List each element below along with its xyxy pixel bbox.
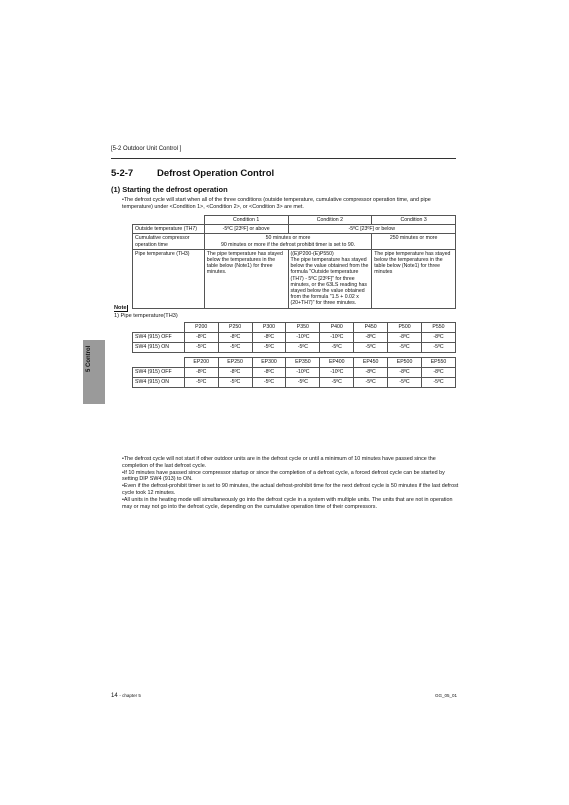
conditions-table: [132, 215, 456, 309]
document-code: GG_05_01: [435, 693, 458, 698]
cell: -5ºC: [354, 378, 388, 388]
cell: -8ºC: [252, 333, 286, 343]
cell: -5ºC: [320, 378, 354, 388]
cell: ((E)P200-(E)P550) The pipe temperature has stayed below the value obtained from the formula "Outside temperature (TH7) - 5ºC [23ºF]" for three minutes, or the 63LS reading has stayed below the value obtained from the formula "1.5 + 0.02 x (20+TH7)" for three minutes.: [288, 249, 372, 308]
header-condition-1: Condition 1: [204, 216, 288, 225]
cell: -5ºC: [184, 343, 218, 353]
section-title: [111, 168, 274, 179]
row-label: SW4 (915) OFF: [133, 368, 185, 378]
cell: -5ºC: [252, 343, 286, 353]
row-label: SW4 (915) ON: [133, 378, 185, 388]
note-item: 1) Pipe temperature(TH3): [114, 313, 178, 319]
row-label: Cumulative compressor operation time: [133, 234, 205, 249]
header-condition-2: Condition 2: [288, 216, 372, 225]
header-cell: P500: [388, 323, 422, 333]
cell: -5ºC [23ºF] or below: [288, 225, 455, 234]
cell: -8ºC: [421, 333, 455, 343]
cell: -5ºC: [388, 378, 422, 388]
table-row: [133, 333, 456, 343]
chapter-label: - chapter 5: [119, 693, 141, 698]
table-row: [133, 225, 456, 234]
cell: -5ºC: [320, 343, 354, 353]
header-cell: EP500: [388, 358, 422, 368]
cell: -5ºC: [218, 343, 252, 353]
pipe-header-row: [133, 358, 456, 368]
header-cell: EP550: [421, 358, 455, 368]
header-cell: EP250: [218, 358, 252, 368]
cell: The pipe temperature has stayed below the temperatures in the table below (Note1) for three minutes: [372, 249, 456, 308]
header-cell: EP450: [354, 358, 388, 368]
header-cell: P250: [218, 323, 252, 333]
cell: -8ºC: [184, 333, 218, 343]
cell: 250 minutes or more: [372, 234, 456, 249]
header-cell: EP200: [184, 358, 218, 368]
list-item: •Even if the defrost-prohibit timer is set to 90 minutes, the actual defrost-prohibit time for the next defrost cycle is 50 minutes if the last defrost cycle took 12 minutes.: [122, 483, 459, 496]
pipe-header-row: [133, 323, 456, 333]
conditions-header-row: [133, 216, 456, 225]
empty-cell: [133, 216, 205, 225]
header-cell: P200: [184, 323, 218, 333]
cell: -5ºC: [286, 378, 320, 388]
header-cell: P300: [252, 323, 286, 333]
cell: -5ºC: [184, 378, 218, 388]
cell: -5ºC: [421, 378, 455, 388]
cell: -8ºC: [252, 368, 286, 378]
header-cell: EP350: [286, 358, 320, 368]
cell: -10ºC: [320, 368, 354, 378]
section-number: 5-2-7: [111, 168, 134, 179]
header-cell: EP300: [252, 358, 286, 368]
table-row: [133, 234, 456, 249]
empty-cell: [133, 323, 185, 333]
header-cell: P450: [354, 323, 388, 333]
cell: -10ºC: [286, 333, 320, 343]
header-condition-3: Condition 3: [372, 216, 456, 225]
cell: -8ºC: [184, 368, 218, 378]
header-cell: P550: [421, 323, 455, 333]
cell: -10ºC: [320, 333, 354, 343]
subsection-title: (1) Starting the defrost operation: [111, 185, 228, 194]
row-label: Outside temperature (TH7): [133, 225, 205, 234]
section-title-text: Defrost Operation Control: [157, 168, 275, 179]
table-row: [133, 249, 456, 308]
notes-list: [122, 456, 460, 510]
side-tab-label: 5 Control: [86, 345, 92, 372]
table-row: [133, 378, 456, 388]
row-label: SW4 (915) ON: [133, 343, 185, 353]
row-label: SW4 (915) OFF: [133, 333, 185, 343]
page-footer: [111, 693, 141, 699]
cell: 50 minutes or more 90 minutes or more if the defrost prohibit timer is set to 90.: [204, 234, 371, 249]
cell: -8ºC: [388, 333, 422, 343]
cell: -10ºC: [286, 368, 320, 378]
table-row: [133, 368, 456, 378]
cell: -5ºC: [252, 378, 286, 388]
cell: -5ºC: [286, 343, 320, 353]
cell: -5ºC [23ºF] or above: [204, 225, 288, 234]
cell: -8ºC: [354, 368, 388, 378]
cell: The pipe temperature has stayed below the temperatures in the table below (Note1) for three minutes.: [204, 249, 288, 308]
row-label: Pipe temperature (TH3): [133, 249, 205, 308]
list-item: •All units in the heating mode will simultaneously go into the defrost cycle in a system with multiple units. The units that are not in operation may or may not go into the defrost cycle, depending on the cumulative operation time of their compressors.: [122, 496, 453, 510]
cell: -8ºC: [354, 333, 388, 343]
cell: -8ºC: [421, 368, 455, 378]
breadcrumb: [5-2 Outdoor Unit Control ]: [111, 146, 182, 152]
header-rule: [111, 158, 456, 159]
page-number: 14: [111, 693, 118, 699]
empty-cell: [133, 358, 185, 368]
header-cell: P400: [320, 323, 354, 333]
cell: -5ºC: [388, 343, 422, 353]
list-item: •The defrost cycle will not start if other outdoor units are in the defrost cycle or until a minimum of 10 minutes have passed since the completion of the last defrost cycle.: [122, 456, 436, 469]
note-heading: Note: [114, 305, 127, 311]
header-cell: EP400: [320, 358, 354, 368]
cell: -5ºC: [354, 343, 388, 353]
cell: -8ºC: [218, 333, 252, 343]
header-cell: P350: [286, 323, 320, 333]
cell: -5ºC: [421, 343, 455, 353]
cell: -5ºC: [218, 378, 252, 388]
table-row: [133, 343, 456, 353]
cell: -8ºC: [218, 368, 252, 378]
list-item: •If 10 minutes have passed since compressor startup or since the completion of a defrost cycle, a forced defrost cycle can be started by setting DIP SW4 (913) to ON.: [122, 469, 445, 483]
cell: -8ºC: [388, 368, 422, 378]
intro-text: •The defrost cycle will start when all of the three conditions (outside temperature, cumulative compressor operation time, and pipe temperature) under <Condition 1>, <Condition 2>, or <Condition 3> are met.: [122, 197, 431, 210]
pipe-temperature-table: [132, 322, 456, 388]
